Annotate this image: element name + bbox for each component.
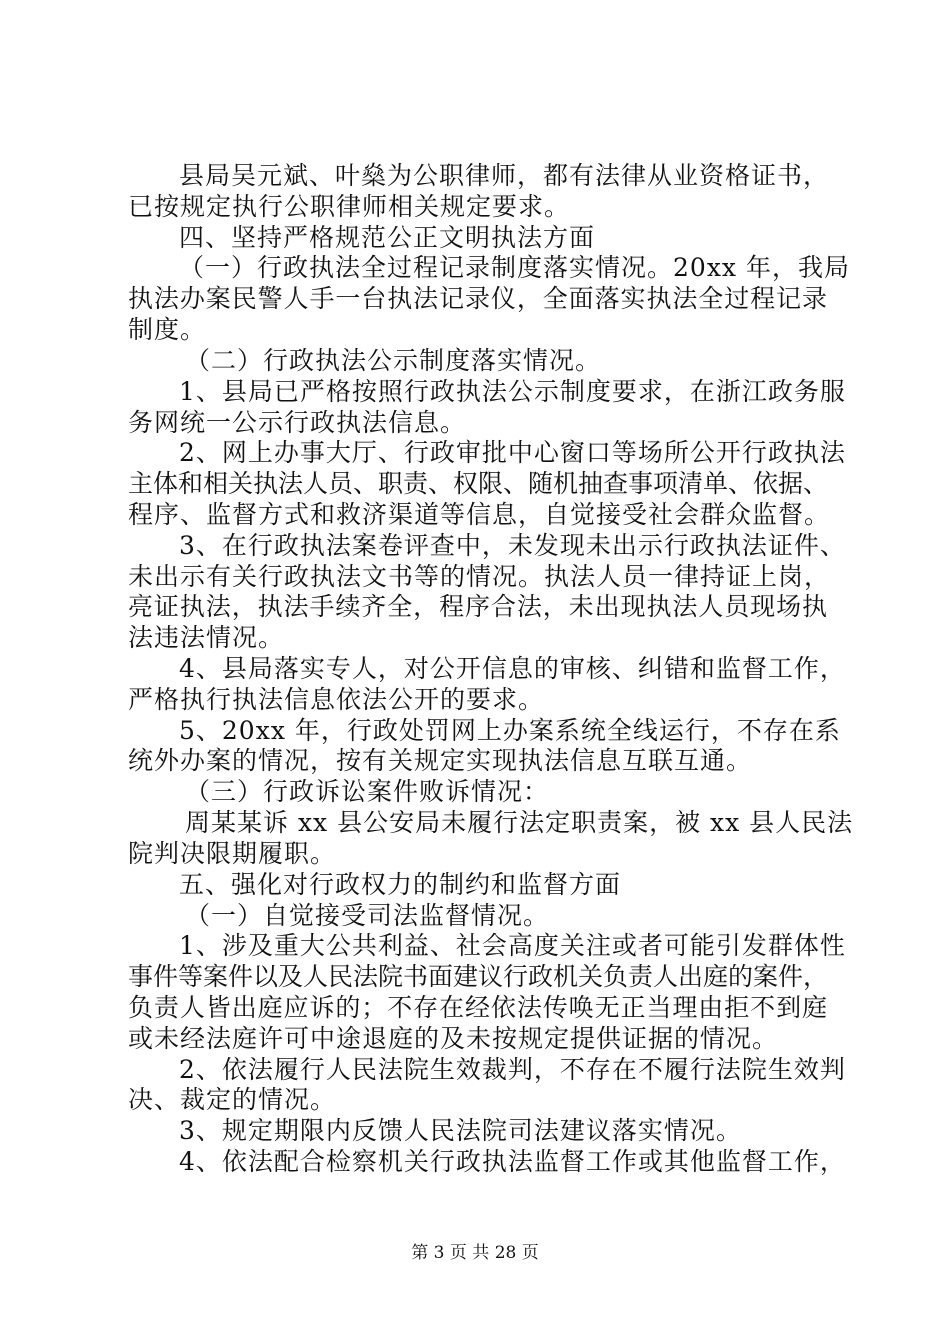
paragraph-line: 3、规定期限内反馈人民法院司法建议落实情况。 bbox=[179, 1116, 742, 1145]
paragraph-line: 事件等案件以及人民法院书面建议行政机关负责人出庭的案件， bbox=[128, 962, 829, 991]
paragraph-line: 已按规定执行公职律师相关规定要求。 bbox=[128, 192, 571, 221]
paragraph-line: （三）行政诉讼案件败诉情况： bbox=[185, 777, 550, 806]
paragraph-line: 2、依法履行人民法院生效裁判，不存在不履行法院生效判 bbox=[179, 1055, 846, 1084]
paragraph-line: 或未经法庭许可中途退庭的及未按规定提供证据的情况。 bbox=[128, 1024, 779, 1053]
paragraph-line: （二）行政执法公示制度落实情况。 bbox=[185, 346, 602, 375]
paragraph-line: 5、20xx 年，行政处罚网上办案系统全线运行，不存在系 bbox=[179, 716, 841, 745]
paragraph-line: 负责人皆出庭应诉的；不存在经依法传唤无正当理由拒不到庭 bbox=[128, 993, 827, 1022]
paragraph-line: 亮证执法，执法手续齐全，程序合法，未出现执法人员现场执 bbox=[128, 592, 827, 621]
paragraph-line: 统外办案的情况，按有关规定实现执法信息互联互通。 bbox=[128, 746, 753, 775]
paragraph-line: 4、县局落实专人，对公开信息的审核、纠错和监督工作， bbox=[179, 654, 846, 683]
paragraph-line: 制度。 bbox=[128, 315, 207, 344]
paragraph-line: 3、在行政执法案卷评查中，未发现未出示行政执法证件、 bbox=[179, 531, 846, 560]
paragraph-line: 决、裁定的情况。 bbox=[128, 1085, 337, 1114]
paragraph-line: 严格执行执法信息依法公开的要求。 bbox=[128, 685, 545, 714]
paragraph-line: 四、坚持严格规范公正文明执法方面 bbox=[179, 223, 596, 252]
paragraph-line: 执法办案民警人手一台执法记录仪，全面落实执法全过程记录 bbox=[128, 284, 827, 313]
paragraph-line: 4、依法配合检察机关行政执法监督工作或其他监督工作， bbox=[179, 1147, 846, 1176]
paragraph-line: 五、强化对行政权力的制约和监督方面 bbox=[179, 870, 622, 899]
paragraph-line: 主体和相关执法人员、职责、权限、随机抽查事项清单、依据、 bbox=[128, 469, 829, 498]
paragraph-line: 县局吴元斌、叶燊为公职律师，都有法律从业资格证书， bbox=[179, 161, 830, 190]
paragraph-line: 法违法情况。 bbox=[128, 623, 285, 652]
paragraph-line: 程序、监督方式和救济渠道等信息，自觉接受社会群众监督。 bbox=[128, 500, 831, 529]
paragraph-line: 1、县局已严格按照行政执法公示制度要求，在浙江政务服 bbox=[179, 377, 846, 406]
paragraph-line: 周某某诉 xx 县公安局未履行法定职责案，被 xx 县人民法 bbox=[185, 808, 854, 837]
paragraph-line: （一）自觉接受司法监督情况。 bbox=[185, 901, 550, 930]
page-footer: 第 3 页 共 28 页 bbox=[411, 1243, 539, 1263]
paragraph-line: 未出示有关行政执法文书等的情况。执法人员一律持证上岗， bbox=[128, 562, 831, 591]
paragraph-line: 2、网上办事大厅、行政审批中心窗口等场所公开行政执法 bbox=[179, 438, 846, 467]
paragraph-line: （一）行政执法全过程记录制度落实情况。20xx 年，我局 bbox=[179, 253, 850, 282]
paragraph-line: 院判决限期履职。 bbox=[128, 839, 337, 868]
paragraph-line: 务网统一公示行政执法信息。 bbox=[128, 408, 467, 437]
paragraph-line: 1、涉及重大公共利益、社会高度关注或者可能引发群体性 bbox=[179, 931, 846, 960]
